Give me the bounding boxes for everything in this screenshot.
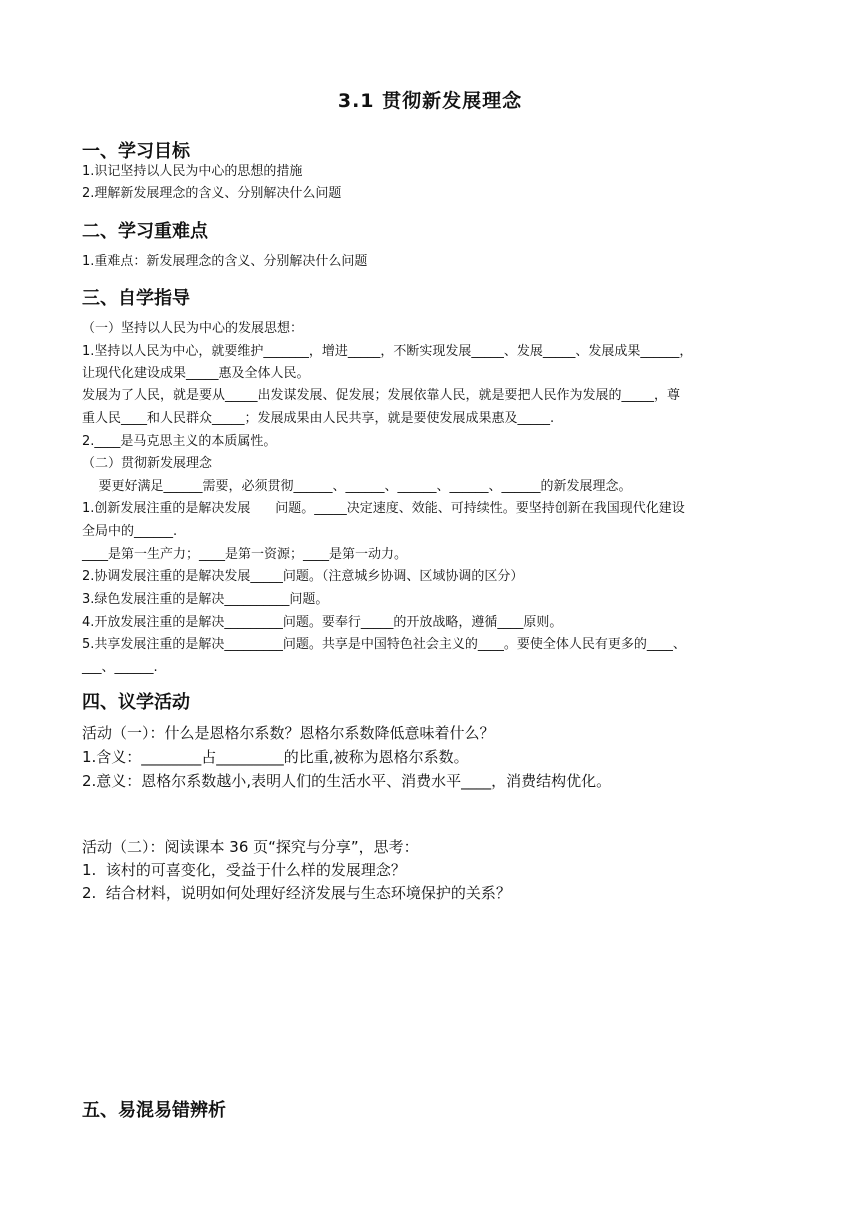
section-heading-learning-goals: 一、学习目标 xyxy=(82,141,190,162)
activity-2-question: 2. 结合材料，说明如何处理好经济发展与生态环境保护的关系？ xyxy=(82,884,511,902)
self-study-line: 4.开放发展注重的是解决_________问题。要奉行_____的开放战略，遵循____原则。 xyxy=(82,615,563,630)
self-study-line: 全局中的______. xyxy=(82,524,178,539)
self-study-line: ___、______. xyxy=(82,660,158,675)
self-study-line: 重人民____和人民群众_____；发展成果由人民共享，就是要使发展成果惠及_____. xyxy=(82,411,555,426)
goal-line-1: 1.识记坚持以人民为中心的思想的措施 xyxy=(82,164,303,179)
self-study-line: ____是第一生产力；____是第一资源；____是第一动力。 xyxy=(82,547,408,562)
page-title: 3.1 贯彻新发展理念 xyxy=(337,90,523,112)
section-heading-activities: 四、议学活动 xyxy=(82,692,190,713)
self-study-line: 3.绿色发展注重的是解决__________问题。 xyxy=(82,592,329,607)
activity-2-question: 1. 该村的可喜变化，受益于什么样的发展理念？ xyxy=(82,861,406,879)
self-study-line: 1.坚持以人民为中心，就要维护_______，增进_____，不断实现发展_____、发展_____、发展成果______， xyxy=(82,344,693,359)
self-study-line: 2.协调发展注重的是解决发展_____问题。（注意城乡协调、区域协调的区分） xyxy=(82,569,524,584)
activity-1-prompt: 活动（一）：什么是恩格尔系数？恩格尔系数降低意味着什么？ xyxy=(82,724,495,742)
self-study-line: 要更好满足______需要，必须贯彻______、______、______、______、______的新发展理念。 xyxy=(82,479,632,494)
section-heading-key-points: 二、学习重难点 xyxy=(82,221,208,242)
activity-1-line: 1.含义：________占_________的比重,被称为恩格尔系数。 xyxy=(82,748,469,766)
activity-1-line: 2.意义：恩格尔系数越小,表明人们的生活水平、消费水平____，消费结构优化。 xyxy=(82,772,612,790)
section-heading-self-study: 三、自学指导 xyxy=(82,288,190,309)
self-study-line: （一）坚持以人民为中心的发展思想： xyxy=(82,321,304,336)
key-point-line-1: 1.重难点：新发展理念的含义、分别解决什么问题 xyxy=(82,254,368,269)
self-study-line: 5.共享发展注重的是解决_________问题。共享是中国特色社会主义的____。要使全体人民有更多的____、 xyxy=(82,637,686,652)
self-study-subheading: （二）贯彻新发展理念 xyxy=(82,456,213,471)
self-study-line: 发展为了人民，就是要从_____出发谋发展、促发展；发展依靠人民，就是要把人民作为发展的_____，尊 xyxy=(82,388,681,403)
self-study-line: 1.创新发展注重的是解决发展 问题。_____决定速度、效能、可持续性。要坚持创新在我国现代化建设 xyxy=(82,501,685,516)
self-study-line: 让现代化建设成果_____惠及全体人民。 xyxy=(82,366,310,381)
goal-line-2: 2.理解新发展理念的含义、分别解决什么问题 xyxy=(82,186,342,201)
self-study-line: 2.____是马克思主义的本质属性。 xyxy=(82,434,277,449)
activity-2-prompt: 活动（二）：阅读课本 36 页“探究与分享”，思考： xyxy=(82,838,419,856)
section-heading-error-analysis: 五、易混易错辨析 xyxy=(82,1100,226,1121)
